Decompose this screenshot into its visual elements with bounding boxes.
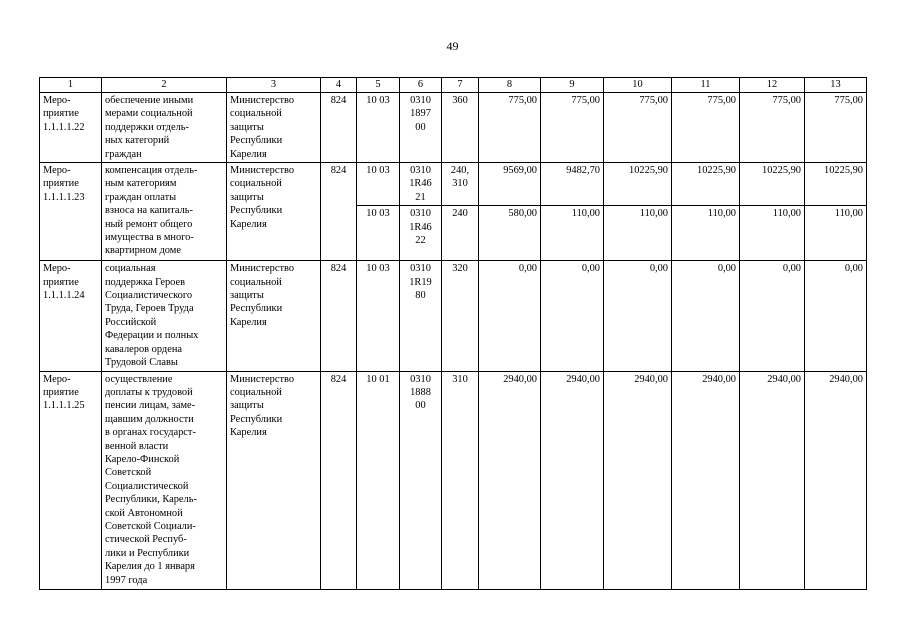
section-cell: 10 01 [357,371,400,589]
table-row [40,371,867,589]
column-header: 12 [740,78,805,93]
agency-cell: Министерство социальной защиты Республики Карелия [227,261,321,371]
value-cell: 775,00 [604,93,672,163]
column-header: 9 [541,78,604,93]
table-row [40,163,867,206]
target-cell: 0310 1R46 22 [400,206,442,261]
value-cell: 9482,70 [541,163,604,206]
section-cell: 10 03 [357,163,400,206]
value-cell: 0,00 [541,261,604,371]
target-cell: 0310 1888 00 [400,371,442,589]
column-header: 2 [102,78,227,93]
value-cell: 10225,90 [604,163,672,206]
value-cell: 775,00 [479,93,541,163]
value-cell: 2940,00 [740,371,805,589]
column-header: 6 [400,78,442,93]
measure-cell: Меро- приятие 1.1.1.1.22 [40,93,102,163]
value-cell: 0,00 [479,261,541,371]
value-cell: 110,00 [740,206,805,261]
description-cell: обеспечение иными мерами социальной поддержки отдель- ных категорий граждан [102,93,227,163]
value-cell: 775,00 [541,93,604,163]
value-cell: 10225,90 [740,163,805,206]
column-header: 3 [227,78,321,93]
description-cell: социальная поддержка Героев Социалистического Труда, Героев Труда Российской Федерации и полных кавалеров ордена Трудовой Славы [102,261,227,371]
value-cell: 775,00 [672,93,740,163]
value-cell: 0,00 [672,261,740,371]
grbs-cell: 824 [321,163,357,261]
agency-cell: Министерство социальной защиты Республики Карелия [227,163,321,261]
value-cell: 10225,90 [805,163,867,206]
description-cell: осуществление доплаты к трудовой пенсии лицам, заме- щавшим должности в органах государст- венной власти Карело-Финской Советской Социалистической Республики, Карель- ской Автономной Советской Социали- стической Респуб- лики и Республики Карелия до 1 января 1997 года [102,371,227,589]
agency-cell: Министерство социальной защиты Республики Карелия [227,371,321,589]
column-header: 1 [40,78,102,93]
value-cell: 775,00 [740,93,805,163]
column-header: 11 [672,78,740,93]
section-cell: 10 03 [357,93,400,163]
target-cell: 0310 1R46 21 [400,163,442,206]
page-number: 49 [446,39,459,53]
value-cell: 2940,00 [672,371,740,589]
expense-cell: 320 [442,261,479,371]
value-cell: 110,00 [805,206,867,261]
expense-cell: 360 [442,93,479,163]
column-header: 13 [805,78,867,93]
section-cell: 10 03 [357,261,400,371]
agency-cell: Министерство социальной защиты Республики Карелия [227,93,321,163]
grbs-cell: 824 [321,261,357,371]
measure-cell: Меро- приятие 1.1.1.1.25 [40,371,102,589]
table-row [40,93,867,163]
measure-cell: Меро- приятие 1.1.1.1.23 [40,163,102,261]
column-header: 4 [321,78,357,93]
grbs-cell: 824 [321,93,357,163]
value-cell: 0,00 [604,261,672,371]
value-cell: 110,00 [604,206,672,261]
expense-cell: 240, 310 [442,163,479,206]
value-cell: 2940,00 [479,371,541,589]
value-cell: 9569,00 [479,163,541,206]
value-cell: 110,00 [541,206,604,261]
expense-cell: 310 [442,371,479,589]
target-cell: 0310 1897 00 [400,93,442,163]
value-cell: 0,00 [740,261,805,371]
value-cell: 580,00 [479,206,541,261]
value-cell: 2940,00 [805,371,867,589]
target-cell: 0310 1R19 80 [400,261,442,371]
value-cell: 110,00 [672,206,740,261]
column-header: 8 [479,78,541,93]
column-header: 10 [604,78,672,93]
description-cell: компенсация отдель- ным категориям граждан оплаты взноса на капиталь- ный ремонт общего имущества в много- квартирном доме [102,163,227,261]
value-cell: 775,00 [805,93,867,163]
column-header: 7 [442,78,479,93]
header-row [40,78,867,93]
table-row [40,261,867,371]
value-cell: 2940,00 [604,371,672,589]
section-cell: 10 03 [357,206,400,261]
value-cell: 10225,90 [672,163,740,206]
measure-cell: Меро- приятие 1.1.1.1.24 [40,261,102,371]
grbs-cell: 824 [321,371,357,589]
budget-table [39,77,867,590]
value-cell: 2940,00 [541,371,604,589]
value-cell: 0,00 [805,261,867,371]
expense-cell: 240 [442,206,479,261]
column-header: 5 [357,78,400,93]
